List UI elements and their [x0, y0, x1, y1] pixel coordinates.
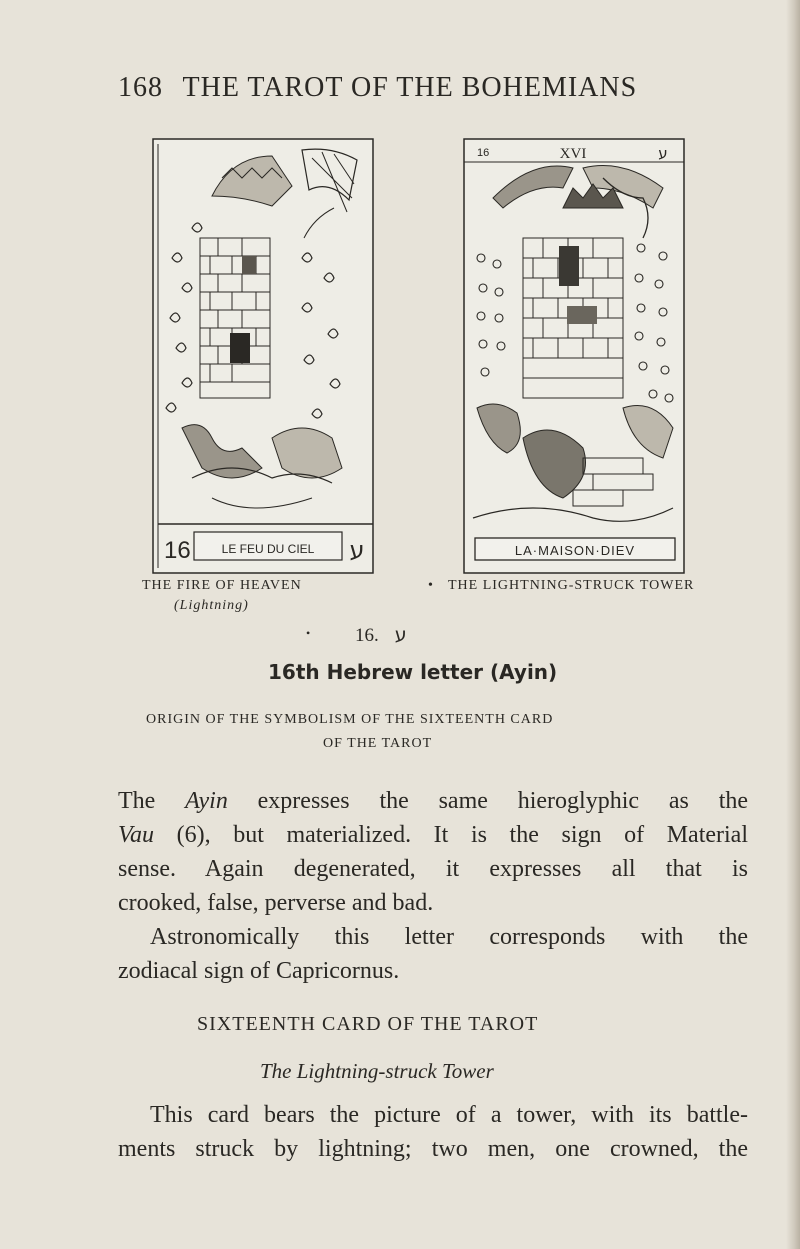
paragraph-line: Astronomically this letter corresponds with the [150, 924, 748, 950]
paragraph-ayin [118, 784, 748, 920]
left-card-hebrew-letter: ע [349, 536, 365, 564]
figure-letter: ע [394, 624, 407, 646]
caption-separator: • [428, 578, 433, 593]
paragraph-line: Vau (6), but materialized. It is the sign of Material [118, 822, 748, 848]
left-figure-caption-sub: (Lightning) [174, 598, 249, 613]
running-header [118, 72, 678, 104]
card-illustration-lightning-struck-tower [463, 138, 685, 574]
figure-number-line [355, 624, 423, 647]
printer-mark: • [306, 626, 311, 640]
section-subtitle: The Lightning-struck Tower [260, 1059, 494, 1083]
paragraph-line: This card bears the picture of a tower, with its battle- [150, 1102, 748, 1128]
card-illustration-fire-of-heaven [152, 138, 374, 574]
paragraph-card-description [118, 1098, 748, 1166]
left-card-number: 16 [164, 537, 191, 564]
tower-engraving-left [152, 138, 374, 574]
paragraph-line: crooked, false, perverse and bad. [118, 890, 434, 916]
right-figure-caption: THE LIGHTNING-STRUCK TOWER [448, 578, 695, 593]
right-card-number: 16 [477, 147, 490, 159]
running-title: THE TAROT OF THE BOHEMIANS [182, 72, 638, 103]
origin-heading-line1: ORIGIN OF THE SYMBOLISM OF THE SIXTEENTH CARD [146, 712, 554, 727]
right-card-title: LA·MAISON·DIEV [514, 543, 636, 558]
paragraph-line: zodiacal sign of Capricornus. [118, 958, 400, 984]
paragraph-line: ments struck by lightning; two men, one crowned, the [118, 1136, 748, 1162]
paragraph-line: The Ayin expresses the same hieroglyphic as the [118, 788, 749, 814]
left-card-title: LE FEU DU CIEL [221, 542, 315, 556]
tower-engraving-right [463, 138, 685, 574]
origin-heading-line2: OF THE TAROT [323, 736, 433, 751]
paragraph-line: sense. Again degenerated, it expresses all that is [118, 856, 748, 882]
page-edge-shadow [786, 0, 800, 1249]
section-title: SIXTEENTH CARD OF THE TAROT [197, 1013, 539, 1035]
left-figure-caption: THE FIRE OF HEAVEN [142, 578, 302, 593]
page-number: 168 [118, 72, 163, 103]
right-card-hebrew-letter: ע [658, 144, 668, 162]
hebrew-letter-label: 16th Hebrew letter (Ayin) [268, 660, 558, 684]
figure-number: 16. [355, 625, 379, 646]
paragraph-astronomy [118, 920, 748, 988]
right-card-roman-numeral: XVI [559, 146, 587, 162]
